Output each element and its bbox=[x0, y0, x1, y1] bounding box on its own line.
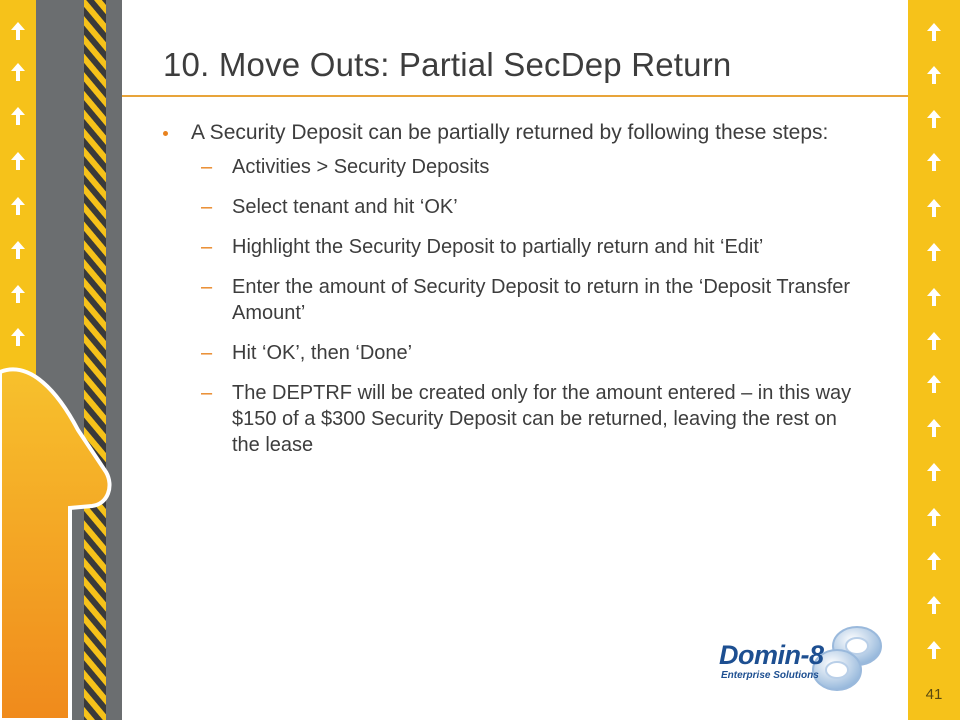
up-arrow-icon bbox=[926, 331, 942, 351]
up-arrow-icon bbox=[926, 595, 942, 615]
up-arrow-icon bbox=[926, 374, 942, 394]
dash-marker: – bbox=[201, 276, 213, 298]
up-arrow-icon bbox=[926, 22, 942, 42]
step-text: Highlight the Security Deposit to partially return and hit ‘Edit’ bbox=[232, 236, 764, 258]
dash-marker: – bbox=[201, 382, 213, 404]
title-underline bbox=[122, 95, 908, 97]
step-item bbox=[163, 234, 883, 260]
up-arrow-icon bbox=[926, 418, 942, 438]
step-text: Hit ‘OK’, then ‘Done’ bbox=[232, 342, 413, 364]
logo-tagline: Enterprise Solutions bbox=[721, 670, 819, 681]
logo-wordmark: Domin-8 bbox=[719, 640, 824, 670]
up-arrow-icon bbox=[926, 640, 942, 660]
step-text: Enter the amount of Security Deposit to return in the ‘Deposit Transfer Amount’ bbox=[232, 276, 851, 324]
step-text: Activities > Security Deposits bbox=[232, 156, 490, 178]
up-arrow-icon bbox=[926, 462, 942, 482]
step-item bbox=[163, 274, 883, 326]
step-text: The DEPTRF will be created only for the amount entered – in this way $150 of a $300 Security Deposit can be returned, leaving the rest on the lease bbox=[232, 382, 852, 456]
up-arrow-icon bbox=[926, 507, 942, 527]
dash-marker: – bbox=[201, 236, 213, 258]
company-logo bbox=[715, 624, 885, 696]
up-arrow-icon bbox=[10, 62, 26, 82]
step-text: Select tenant and hit ‘OK’ bbox=[232, 196, 458, 218]
up-arrow-icon bbox=[926, 287, 942, 307]
dash-marker: – bbox=[201, 156, 213, 178]
up-arrow-icon bbox=[926, 65, 942, 85]
right-arrow-strip bbox=[908, 0, 960, 720]
main-bullet bbox=[163, 118, 883, 148]
up-arrow-icon bbox=[10, 284, 26, 304]
step-item bbox=[163, 380, 883, 458]
up-arrow-icon bbox=[10, 196, 26, 216]
slide-title: 10. Move Outs: Partial SecDep Return bbox=[163, 46, 732, 83]
up-arrow-icon bbox=[10, 106, 26, 126]
main-bullet-text: A Security Deposit can be partially returned by following these steps: bbox=[191, 121, 829, 144]
step-item bbox=[163, 340, 883, 366]
up-arrow-icon bbox=[926, 551, 942, 571]
bullet-dot-icon bbox=[163, 131, 168, 136]
page-number: 41 bbox=[925, 686, 943, 703]
up-arrow-icon bbox=[926, 152, 942, 172]
up-arrow-icon bbox=[10, 240, 26, 260]
up-arrow-icon bbox=[10, 21, 26, 41]
dash-marker: – bbox=[201, 342, 213, 364]
left-arrow-column bbox=[0, 0, 36, 360]
step-item bbox=[163, 194, 883, 220]
up-arrow-icon bbox=[10, 327, 26, 347]
up-arrow-icon bbox=[926, 109, 942, 129]
steps-list bbox=[163, 154, 883, 458]
up-arrow-icon bbox=[926, 242, 942, 262]
up-arrow-icon bbox=[926, 198, 942, 218]
slide-body bbox=[163, 118, 883, 472]
step-item bbox=[163, 154, 883, 180]
dash-marker: – bbox=[201, 196, 213, 218]
up-arrow-icon bbox=[10, 151, 26, 171]
